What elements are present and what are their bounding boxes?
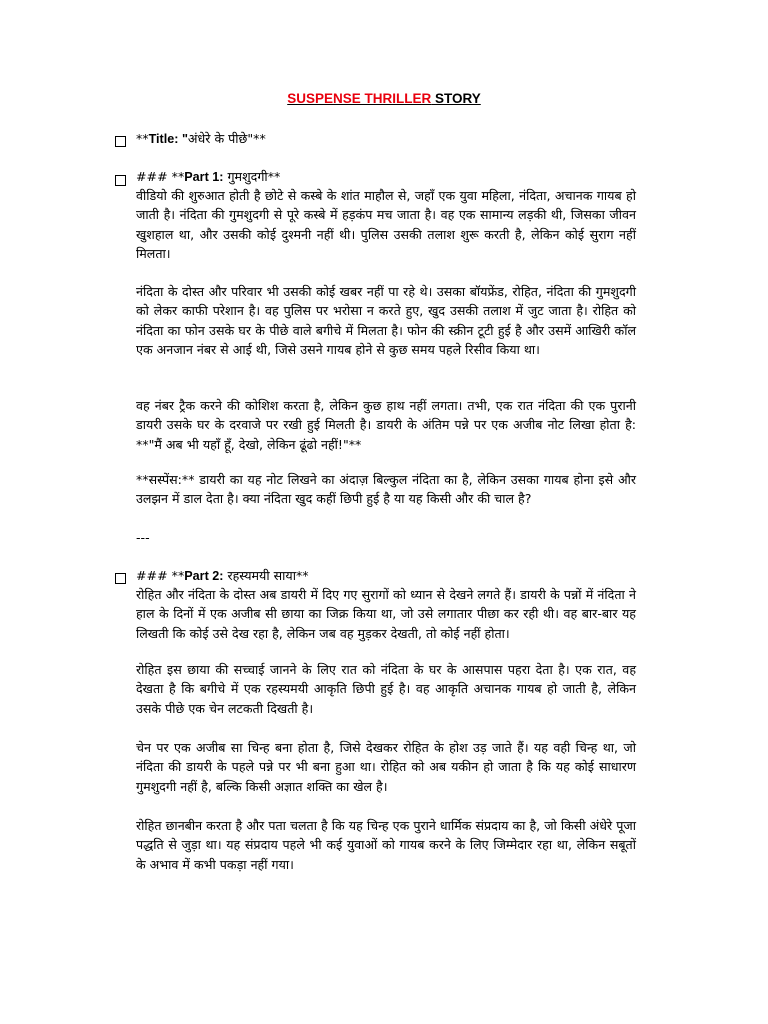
part2-paragraph-1: रोहित और नंदिता के दोस्त अब डायरी में दिए गए सुरागों को ध्यान से देखने लगते हैं। डायरी के पन्नों में नंदिता ने हाल के दिनों में एक अजीब सी छाया का जिक्र किया था, जो उसे लगातार पीछा कर रही थी। वह बार-बार यह लिखती कि कोई उसे देख रहा है, लेकिन जब वह मुड़कर देखती, तो कोई नहीं होता। [136, 587, 636, 641]
part1-label: Part 1: [184, 170, 224, 184]
title-checkbox[interactable] [115, 136, 126, 147]
document-title-black: STORY [431, 91, 481, 106]
section-divider: --- [136, 530, 150, 545]
part1-checkbox[interactable] [115, 175, 126, 186]
part2-paragraph-3: चेन पर एक अजीब सा चिन्ह बना होता है, जिसे देखकर रोहित के होश उड़ जाते हैं। यह वही चिन्ह था, जो नंदिता की डायरी के पहले पन्ने पर भी बना हुआ था। रोहित को अब यकीन हो जाता है कि यह कोई साधारण गुमशुदगी नहीं है, बल्कि किसी अज्ञात शक्ति का खेल है। [136, 740, 636, 794]
document-title-red: SUSPENSE THRILLER [287, 91, 432, 106]
part2-paragraph-2: रोहित इस छाया की सच्चाई जानने के लिए रात को नंदिता के घर के आसपास पहरा देता है। एक रात, वह देखता है कि बगीचे में एक रहस्यमयी आकृति छिपी हुई है। वह आकृति अचानक गायब हो जाती है, लेकिन उसके पीछे एक चेन लटकती दिखती है। [136, 662, 636, 716]
part1-paragraph-2: नंदिता के दोस्त और परिवार भी उसकी कोई खबर नहीं पा रहे थे। उसका बॉयफ्रेंड, रोहित, नंदिता की गुमशुदगी को लेकर काफी परेशान है। वह पुलिस पर भरोसा न करते हुए, खुद उसकी तलाश में जुट जाता है। रोहित को नंदिता का फोन उसके घर के पीछे वाले बगीचे में मिलता है। फोन की स्क्रीन टूटी हुई है और उसमें आखिरी कॉल एक अनजान नंबर से आई थी, जिसे उसने गायब होने से कुछ समय पहले रिसीव किया था। [136, 284, 636, 358]
story-title-label: Title: " [148, 132, 188, 146]
part2-label: Part 2: [184, 569, 224, 583]
part2-prefix: ### ** [136, 568, 185, 583]
part1-prefix: ### ** [136, 169, 185, 184]
part1-heading [136, 167, 656, 187]
part1-paragraph-3: वह नंबर ट्रैक करने की कोशिश करता है, लेकिन कुछ हाथ नहीं लगता। तभी, एक रात नंदिता की एक पुरानी डायरी उसके घर के दरवाजे पर रखी हुई मिलती है। डायरी के अंतिम पन्ने पर एक अजीब नोट लिखा होता है: **"मैं अब भी यहाँ हूँ, देखो, लेकिन ढूंढो नहीं!"** [136, 398, 636, 452]
part2-paragraph-4: रोहित छानबीन करता है और पता चलता है कि यह चिन्ह एक पुराने धार्मिक संप्रदाय का है, जो किसी अंधेरे पूजा पद्धति से जुड़ा था। यह संप्रदाय पहले भी कई युवाओं को गायब करने के लिए जिम्मेदार रहा था, लेकिन सबूतों के अभाव में कभी पकड़ा नहीं गया। [136, 818, 636, 872]
part1-paragraph-1: वीडियो की शुरुआत होती है छोटे से कस्बे के शांत माहौल से, जहाँ एक युवा महिला, नंदिता, अचानक गायब हो जाती है। नंदिता की गुमशुदगी से पूरे कस्बे में हड़कंप मच जाता है। वह एक सामान्य लड़की थी, जिसका जीवन खुशहाल था, और उसकी कोई दुश्मनी नहीं थी। पुलिस उसकी तलाश शुरू करती है, लेकिन कोई सुराग नहीं मिलता। [136, 188, 636, 262]
part2-checkbox[interactable] [115, 573, 126, 584]
part2-heading [136, 566, 656, 586]
part1-paragraph-4: **सस्पेंस:** डायरी का यह नोट लिखने का अंदाज़ बिल्कुल नंदिता का है, लेकिन उसका गायब होना इसे और उलझन में डाल देता है। क्या नंदिता खुद कहीं छिपी हुई है या यह किसी और की चाल है? [136, 472, 636, 507]
part1-name: गुमशुदगी** [223, 169, 281, 184]
story-title-text: अंधेरे के पीछे"** [187, 131, 266, 146]
document-title [0, 91, 768, 106]
story-title-line [136, 129, 656, 149]
part2-name: रहस्यमयी साया** [223, 568, 309, 583]
story-title-prefix: ** [136, 131, 149, 146]
